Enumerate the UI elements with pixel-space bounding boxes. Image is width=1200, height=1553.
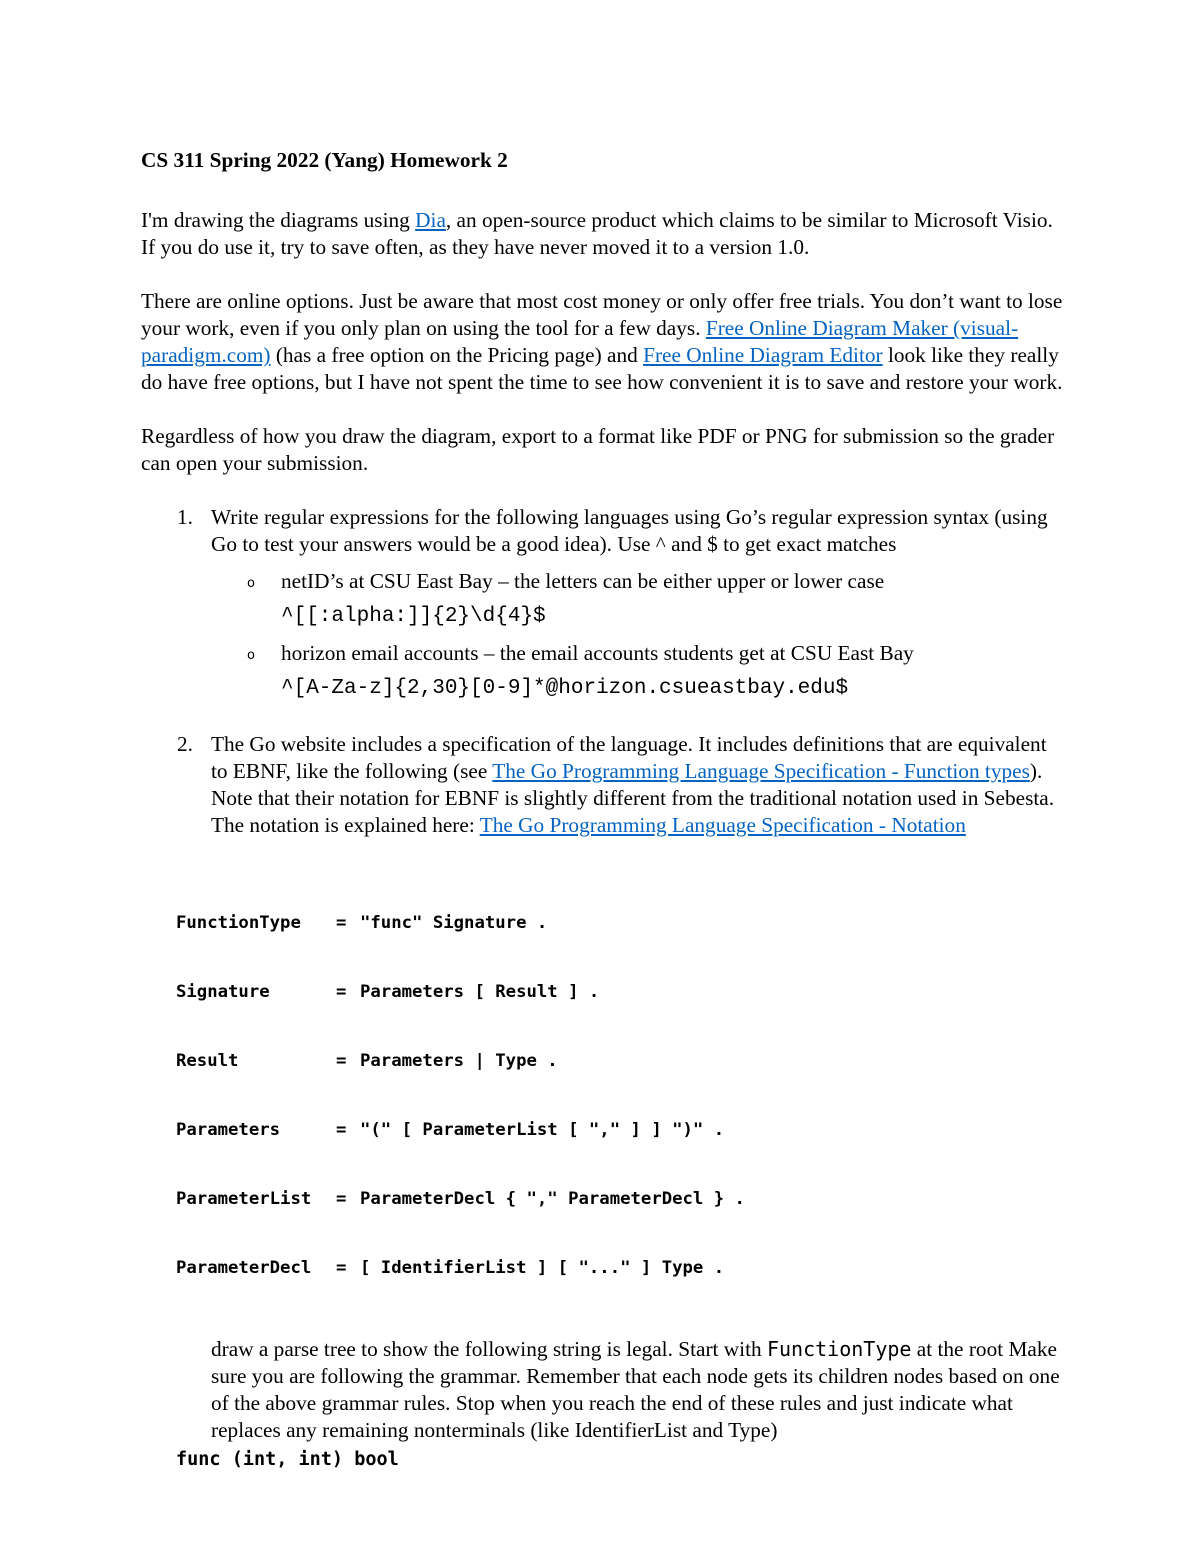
question-1-number: 1. bbox=[177, 505, 193, 529]
dia-link[interactable]: Dia bbox=[415, 208, 446, 232]
grammar-rule bbox=[176, 1188, 1066, 1211]
question-1-text: Write regular expressions for the following languages using Go’s regular expression syntax (using Go to test your answers would be a good idea). Use ^ and $ to get exact matches bbox=[211, 505, 1048, 556]
draw-start-symbol: FunctionType bbox=[766, 1337, 912, 1361]
notation-link[interactable]: The Go Programming Language Specification - Notation bbox=[479, 813, 966, 837]
list-item bbox=[211, 568, 1066, 632]
question-2-number: 2. bbox=[177, 732, 193, 756]
grammar-rhs: Parameters | Type . bbox=[360, 1051, 558, 1071]
export-paragraph: Regardless of how you draw the diagram, export to a format like PDF or PNG for submission so the grader can open your submission. bbox=[141, 424, 1055, 475]
netid-label: netID’s at CSU East Bay – the letters can be either upper or lower case bbox=[281, 569, 885, 593]
visual-paradigm-link[interactable]: Free Online Diagram Maker (visual-paradigm.com) bbox=[141, 316, 1019, 367]
grammar-eq: = bbox=[336, 913, 347, 933]
netid-regex: ^[[:alpha:]]{2}\d{4}$ bbox=[281, 605, 546, 628]
online-middle: (has a free option on the Pricing page) and bbox=[270, 343, 644, 367]
grammar-lhs: ParameterDecl bbox=[176, 1258, 312, 1278]
grammar-rule bbox=[176, 1119, 1066, 1142]
grammar-rule bbox=[176, 981, 1066, 1004]
grammar-lhs: FunctionType bbox=[176, 913, 301, 933]
bullet-icon: o bbox=[247, 648, 255, 663]
grammar-eq: = bbox=[336, 1189, 347, 1209]
grammar-lhs: Signature bbox=[176, 982, 270, 1002]
list-item bbox=[211, 640, 1066, 704]
grammar-rhs: ParameterDecl { "," ParameterDecl } . bbox=[360, 1189, 745, 1209]
grammar-rhs: "func" Signature . bbox=[360, 913, 548, 933]
grammar-eq: = bbox=[336, 1051, 347, 1071]
online-suffix: look like they really do have free options, but I have not spent the time to see how convenient it is to save and restore your work. bbox=[141, 343, 1063, 394]
question-list bbox=[141, 504, 1066, 839]
document-page bbox=[141, 140, 1066, 1472]
target-string: func (int, int) bool bbox=[176, 1449, 399, 1470]
parse-tree-instructions bbox=[211, 1336, 1066, 1444]
question-2-middle: ). Note that their notation for EBNF is slightly different from the traditional notation used in Sebesta. The notation is explained here: bbox=[211, 759, 1055, 837]
question-1-items bbox=[211, 568, 1066, 704]
horizon-email-regex: ^[A-Za-z]{2,30}[0-9]*@horizon.csueastbay.edu$ bbox=[281, 677, 849, 700]
intro-suffix: , an open-source product which claims to be similar to Microsoft Visio. If you do use it, try to save often, as they have never moved it to a version 1.0. bbox=[141, 208, 1053, 259]
grammar-rhs: "(" [ ParameterList [ "," ] ] ")" . bbox=[360, 1120, 725, 1140]
online-options-paragraph bbox=[141, 288, 1066, 396]
question-1 bbox=[141, 504, 1066, 704]
document-title: CS 311 Spring 2022 (Yang) Homework 2 bbox=[141, 148, 508, 172]
draw-prefix: draw a parse tree to show the following string is legal. Start with bbox=[211, 1337, 767, 1361]
question-2-prefix: The Go website includes a specification of the language. It includes definitions that are equivalent to EBNF, like the following (see bbox=[211, 732, 1047, 783]
grammar-rule bbox=[176, 1257, 1066, 1280]
function-types-link[interactable]: The Go Programming Language Specification - Function types bbox=[492, 759, 1030, 783]
grammar-rhs: Parameters [ Result ] . bbox=[360, 982, 600, 1002]
intro-prefix: I'm drawing the diagrams using bbox=[141, 208, 416, 232]
grammar-lhs: ParameterList bbox=[176, 1189, 312, 1209]
diagram-editor-link[interactable]: Free Online Diagram Editor bbox=[643, 343, 883, 367]
online-prefix: There are online options. Just be aware that most cost money or only offer free trials. You don’t want to lose your work, even if you only plan on using the tool for a few days. bbox=[141, 289, 1063, 340]
grammar-eq: = bbox=[336, 1258, 347, 1278]
horizon-email-label: horizon email accounts – the email accounts students get at CSU East Bay bbox=[281, 641, 914, 665]
grammar-lhs: Result bbox=[176, 1051, 239, 1071]
intro-paragraph bbox=[141, 207, 1066, 261]
grammar-rule bbox=[176, 912, 1066, 935]
question-2 bbox=[141, 731, 1066, 839]
grammar-rule bbox=[176, 1050, 1066, 1073]
bullet-icon: o bbox=[247, 576, 255, 591]
draw-suffix: at the root Make sure you are following the grammar. Remember that each node gets its children nodes based on one of the above grammar rules. Stop when you reach the end of these rules and just indicate what replaces any remaining nonterminals (like IdentifierList and Type) bbox=[211, 1337, 1060, 1442]
grammar-lhs: Parameters bbox=[176, 1120, 281, 1140]
grammar-eq: = bbox=[336, 982, 347, 1002]
grammar-block bbox=[176, 866, 1066, 1326]
grammar-rhs: [ IdentifierList ] [ "..." ] Type . bbox=[360, 1258, 725, 1278]
grammar-eq: = bbox=[336, 1120, 347, 1140]
